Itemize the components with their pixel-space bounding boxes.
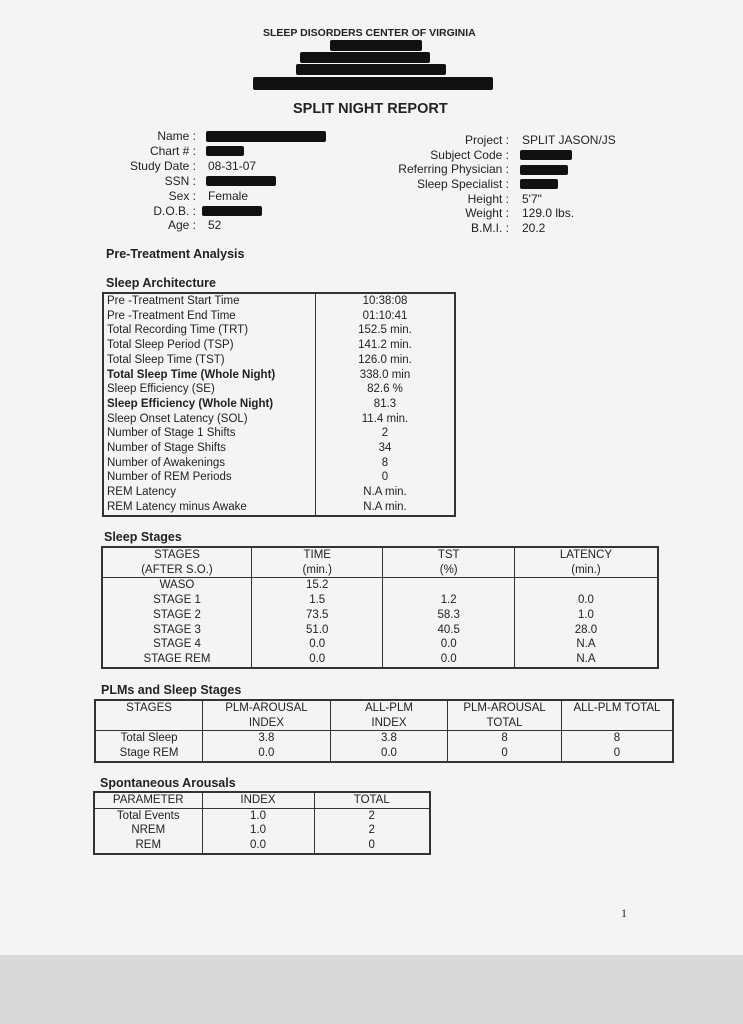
sleep_stages-cell: N.A (514, 652, 658, 668)
arousals-row (94, 838, 430, 854)
plms-header-line2: TOTAL (486, 716, 523, 729)
sleep_stages-cell: STAGE 3 (153, 623, 201, 636)
arousals-header-cell: PARAMETER (94, 792, 202, 808)
arousals-title: Spontaneous Arousals (100, 776, 236, 790)
sleep_stages-header-line1: TST (437, 549, 460, 561)
plms-header-line2 (565, 716, 669, 730)
architecture-value: 82.6 % (316, 382, 456, 397)
plms-cell: 0.0 (330, 746, 448, 762)
plms-header-line1: STAGES (126, 702, 172, 714)
sleep_stages-row (102, 608, 658, 623)
sleep_stages-header-row (102, 547, 658, 578)
plms-header-line1: PLM-AROUSAL (225, 702, 308, 714)
arousals-row (94, 823, 430, 838)
architecture-label: Number of Awakenings (107, 456, 226, 469)
plms-cell: 3.8 (330, 731, 448, 746)
architecture-row (103, 323, 455, 338)
sleep_stages-header-cell (514, 547, 658, 578)
sleep_stages-cell: 1.0 (514, 608, 658, 623)
plms-header-line1: ALL-PLM TOTAL (573, 702, 661, 714)
plms-header-cell (330, 700, 448, 731)
sleep-architecture-title: Sleep Architecture (106, 276, 216, 290)
architecture-row (103, 500, 455, 516)
sleep_stages-cell (383, 578, 514, 593)
plms-cell: 8 (448, 731, 562, 746)
arousals-cell: 2 (314, 823, 430, 838)
sleep_stages-header-line2: (AFTER S.O.) (141, 563, 213, 576)
architecture-label: Number of Stage Shifts (107, 442, 226, 455)
label-project: Project : (464, 133, 509, 147)
architecture-row (103, 441, 455, 456)
plms-header-line2: INDEX (371, 716, 407, 729)
architecture-row (103, 426, 455, 441)
label-name: Name : (157, 129, 196, 143)
sleep_stages-header-cell (251, 547, 382, 578)
sleep-stages-title: Sleep Stages (104, 530, 182, 544)
redacted-chart (206, 146, 244, 156)
sleep_stages-cell: 1.5 (251, 593, 382, 608)
arousals-cell: 0.0 (202, 838, 314, 854)
plms-header-cell (95, 700, 203, 731)
label-study-date: Study Date : (129, 159, 196, 173)
architecture-value: 0 (316, 470, 456, 485)
plms-header-row (95, 700, 673, 731)
architecture-value: 2 (316, 426, 456, 441)
architecture-value: N.A min. (316, 485, 456, 500)
plms-row (95, 731, 673, 746)
plms-table (94, 699, 674, 763)
arousals-header-row (94, 792, 430, 808)
sleep_stages-header-cell (102, 547, 251, 578)
sleep_stages-cell (514, 578, 658, 593)
sleep_stages-header-line1: LATENCY (559, 549, 613, 561)
bmi-value: 20.2 (522, 221, 546, 235)
label-height: Height : (467, 192, 509, 206)
architecture-label: REM Latency minus Awake (107, 500, 247, 513)
plms-cell: 0.0 (203, 746, 331, 762)
report-title: SPLIT NIGHT REPORT (293, 101, 448, 117)
architecture-row (103, 382, 455, 397)
architecture-value: 141.2 min. (316, 338, 456, 353)
sleep-stages-table (101, 546, 659, 669)
sleep_stages-row (102, 623, 658, 638)
redacted-address-1 (300, 52, 430, 63)
arousals-cell: 1.0 (202, 808, 314, 823)
sleep_stages-cell: 0.0 (514, 593, 658, 608)
label-referring-physician: Referring Physician : (398, 162, 509, 176)
architecture-row (103, 412, 455, 427)
architecture-row (103, 397, 455, 412)
page-number: 1 (621, 906, 627, 920)
sleep_stages-row (102, 578, 658, 593)
plms-cell: Stage REM (119, 747, 179, 760)
architecture-label: Pre -Treatment Start Time (107, 295, 240, 307)
plms-header-cell (448, 700, 562, 731)
architecture-value: N.A min. (316, 500, 456, 516)
architecture-row (103, 470, 455, 485)
arousals-table (93, 791, 431, 855)
plms-title: PLMs and Sleep Stages (101, 683, 242, 697)
architecture-label: Total Sleep Time (TST) (107, 353, 225, 366)
architecture-value: 10:38:08 (316, 293, 456, 309)
architecture-label: REM Latency (107, 486, 177, 499)
arousals-header-cell: INDEX (202, 792, 314, 808)
redacted-dob (202, 206, 262, 216)
redacted-subject-code (520, 150, 572, 160)
architecture-label: Number of REM Periods (107, 471, 232, 484)
architecture-label: Pre -Treatment End Time (107, 309, 236, 322)
plms-cell: 0 (561, 746, 673, 762)
label-sleep-specialist: Sleep Specialist : (416, 177, 509, 191)
architecture-label: Sleep Efficiency (Whole Night) (107, 397, 274, 410)
age-value: 52 (208, 218, 222, 232)
architecture-row (103, 485, 455, 500)
plms-cell: 8 (561, 731, 673, 746)
arousals-cell: 2 (314, 808, 430, 823)
redacted-physician (520, 165, 568, 175)
arousals-row (94, 808, 430, 823)
sleep_stages-header-line1: STAGES (154, 549, 200, 561)
sleep_stages-cell: STAGE 2 (153, 608, 201, 621)
architecture-value: 11.4 min. (316, 412, 456, 427)
plms-cell: 0 (448, 746, 562, 762)
sleep-architecture-table (102, 292, 456, 517)
architecture-value: 81.3 (316, 397, 456, 412)
sleep_stages-cell: WASO (159, 579, 195, 592)
architecture-label: Total Recording Time (TRT) (107, 324, 249, 337)
sleep_stages-cell: 0.0 (383, 637, 514, 652)
architecture-row (103, 309, 455, 324)
plms-cell: Total Sleep (120, 732, 178, 745)
sleep_stages-cell: 0.0 (251, 637, 382, 652)
architecture-value: 126.0 min. (316, 353, 456, 368)
sleep_stages-cell: STAGE 4 (153, 638, 201, 651)
label-bmi: B.M.I. : (470, 221, 509, 235)
project-value: SPLIT JASON/JS (522, 133, 616, 147)
plms-header-line1: PLM-AROUSAL (463, 702, 546, 714)
architecture-row (103, 338, 455, 353)
label-age: Age : (167, 218, 196, 232)
label-sex: Sex : (168, 189, 196, 203)
plms-header-line2 (99, 716, 199, 730)
sleep_stages-cell: 0.0 (251, 652, 382, 668)
plms-header-line2: INDEX (248, 716, 284, 729)
sleep_stages-cell: 28.0 (514, 623, 658, 638)
architecture-row (103, 293, 455, 309)
height-value: 5'7" (522, 192, 542, 206)
center-name: SLEEP DISORDERS CENTER OF VIRGINIA (263, 27, 476, 39)
architecture-value: 8 (316, 456, 456, 471)
architecture-value: 152.5 min. (316, 323, 456, 338)
sleep_stages-row (102, 637, 658, 652)
weight-value: 129.0 lbs. (522, 206, 575, 220)
sleep_stages-cell: STAGE 1 (153, 594, 201, 607)
redacted-phone-fax (253, 77, 493, 90)
plms-header-cell (561, 700, 673, 731)
architecture-label: Number of Stage 1 Shifts (107, 427, 236, 440)
plms-cell: 3.8 (203, 731, 331, 746)
sleep_stages-header-line2: (%) (439, 563, 458, 576)
architecture-value: 01:10:41 (316, 309, 456, 324)
architecture-value: 34 (316, 441, 456, 456)
sleep_stages-cell: 40.5 (383, 623, 514, 638)
arousals-cell: 1.0 (202, 823, 314, 838)
arousals-header-cell: TOTAL (314, 792, 430, 808)
redacted-specialist (520, 179, 558, 189)
architecture-label: Sleep Efficiency (SE) (107, 383, 215, 396)
architecture-label: Total Sleep Time (Whole Night) (107, 368, 276, 381)
arousals-cell: NREM (131, 824, 166, 837)
sex-value: Female (208, 189, 249, 203)
sleep_stages-row (102, 652, 658, 668)
label-ssn: SSN : (164, 174, 196, 188)
pre-treatment-title: Pre-Treatment Analysis (106, 247, 245, 261)
redacted-office (330, 40, 422, 51)
architecture-row (103, 456, 455, 471)
sleep_stages-header-cell (383, 547, 514, 578)
redacted-ssn (206, 176, 276, 186)
plms-row (95, 746, 673, 762)
label-subject-code: Subject Code : (430, 148, 509, 162)
sleep_stages-cell: STAGE REM (143, 652, 211, 665)
architecture-label: Sleep Onset Latency (SOL) (107, 412, 248, 425)
architecture-row (103, 368, 455, 383)
redacted-name (206, 131, 326, 142)
sleep_stages-cell: 1.2 (383, 593, 514, 608)
sleep_stages-cell: 58.3 (383, 608, 514, 623)
sleep_stages-cell: 51.0 (251, 623, 382, 638)
sleep_stages-header-line2: (min.) (571, 563, 601, 576)
architecture-label: Total Sleep Period (TSP) (107, 339, 234, 352)
architecture-value: 338.0 min (316, 368, 456, 383)
sleep_stages-cell: N.A (514, 637, 658, 652)
sleep_stages-cell: 15.2 (251, 578, 382, 593)
sleep_stages-header-line2: (min.) (302, 563, 332, 576)
label-dob: D.O.B. : (153, 204, 196, 218)
arousals-cell: 0 (314, 838, 430, 854)
sleep_stages-header-line1: TIME (303, 549, 331, 561)
sleep_stages-cell: 0.0 (383, 652, 514, 668)
label-weight: Weight : (465, 206, 509, 220)
arousals-cell: REM (135, 839, 162, 852)
redacted-address-2 (296, 64, 446, 75)
sleep_stages-row (102, 593, 658, 608)
sleep_stages-cell: 73.5 (251, 608, 382, 623)
plms-header-cell (203, 700, 331, 731)
study-date-value: 08-31-07 (208, 159, 257, 173)
architecture-row (103, 353, 455, 368)
arousals-cell: Total Events (116, 809, 180, 822)
plms-header-line1: ALL-PLM (365, 702, 413, 714)
label-chart: Chart # : (149, 144, 196, 158)
